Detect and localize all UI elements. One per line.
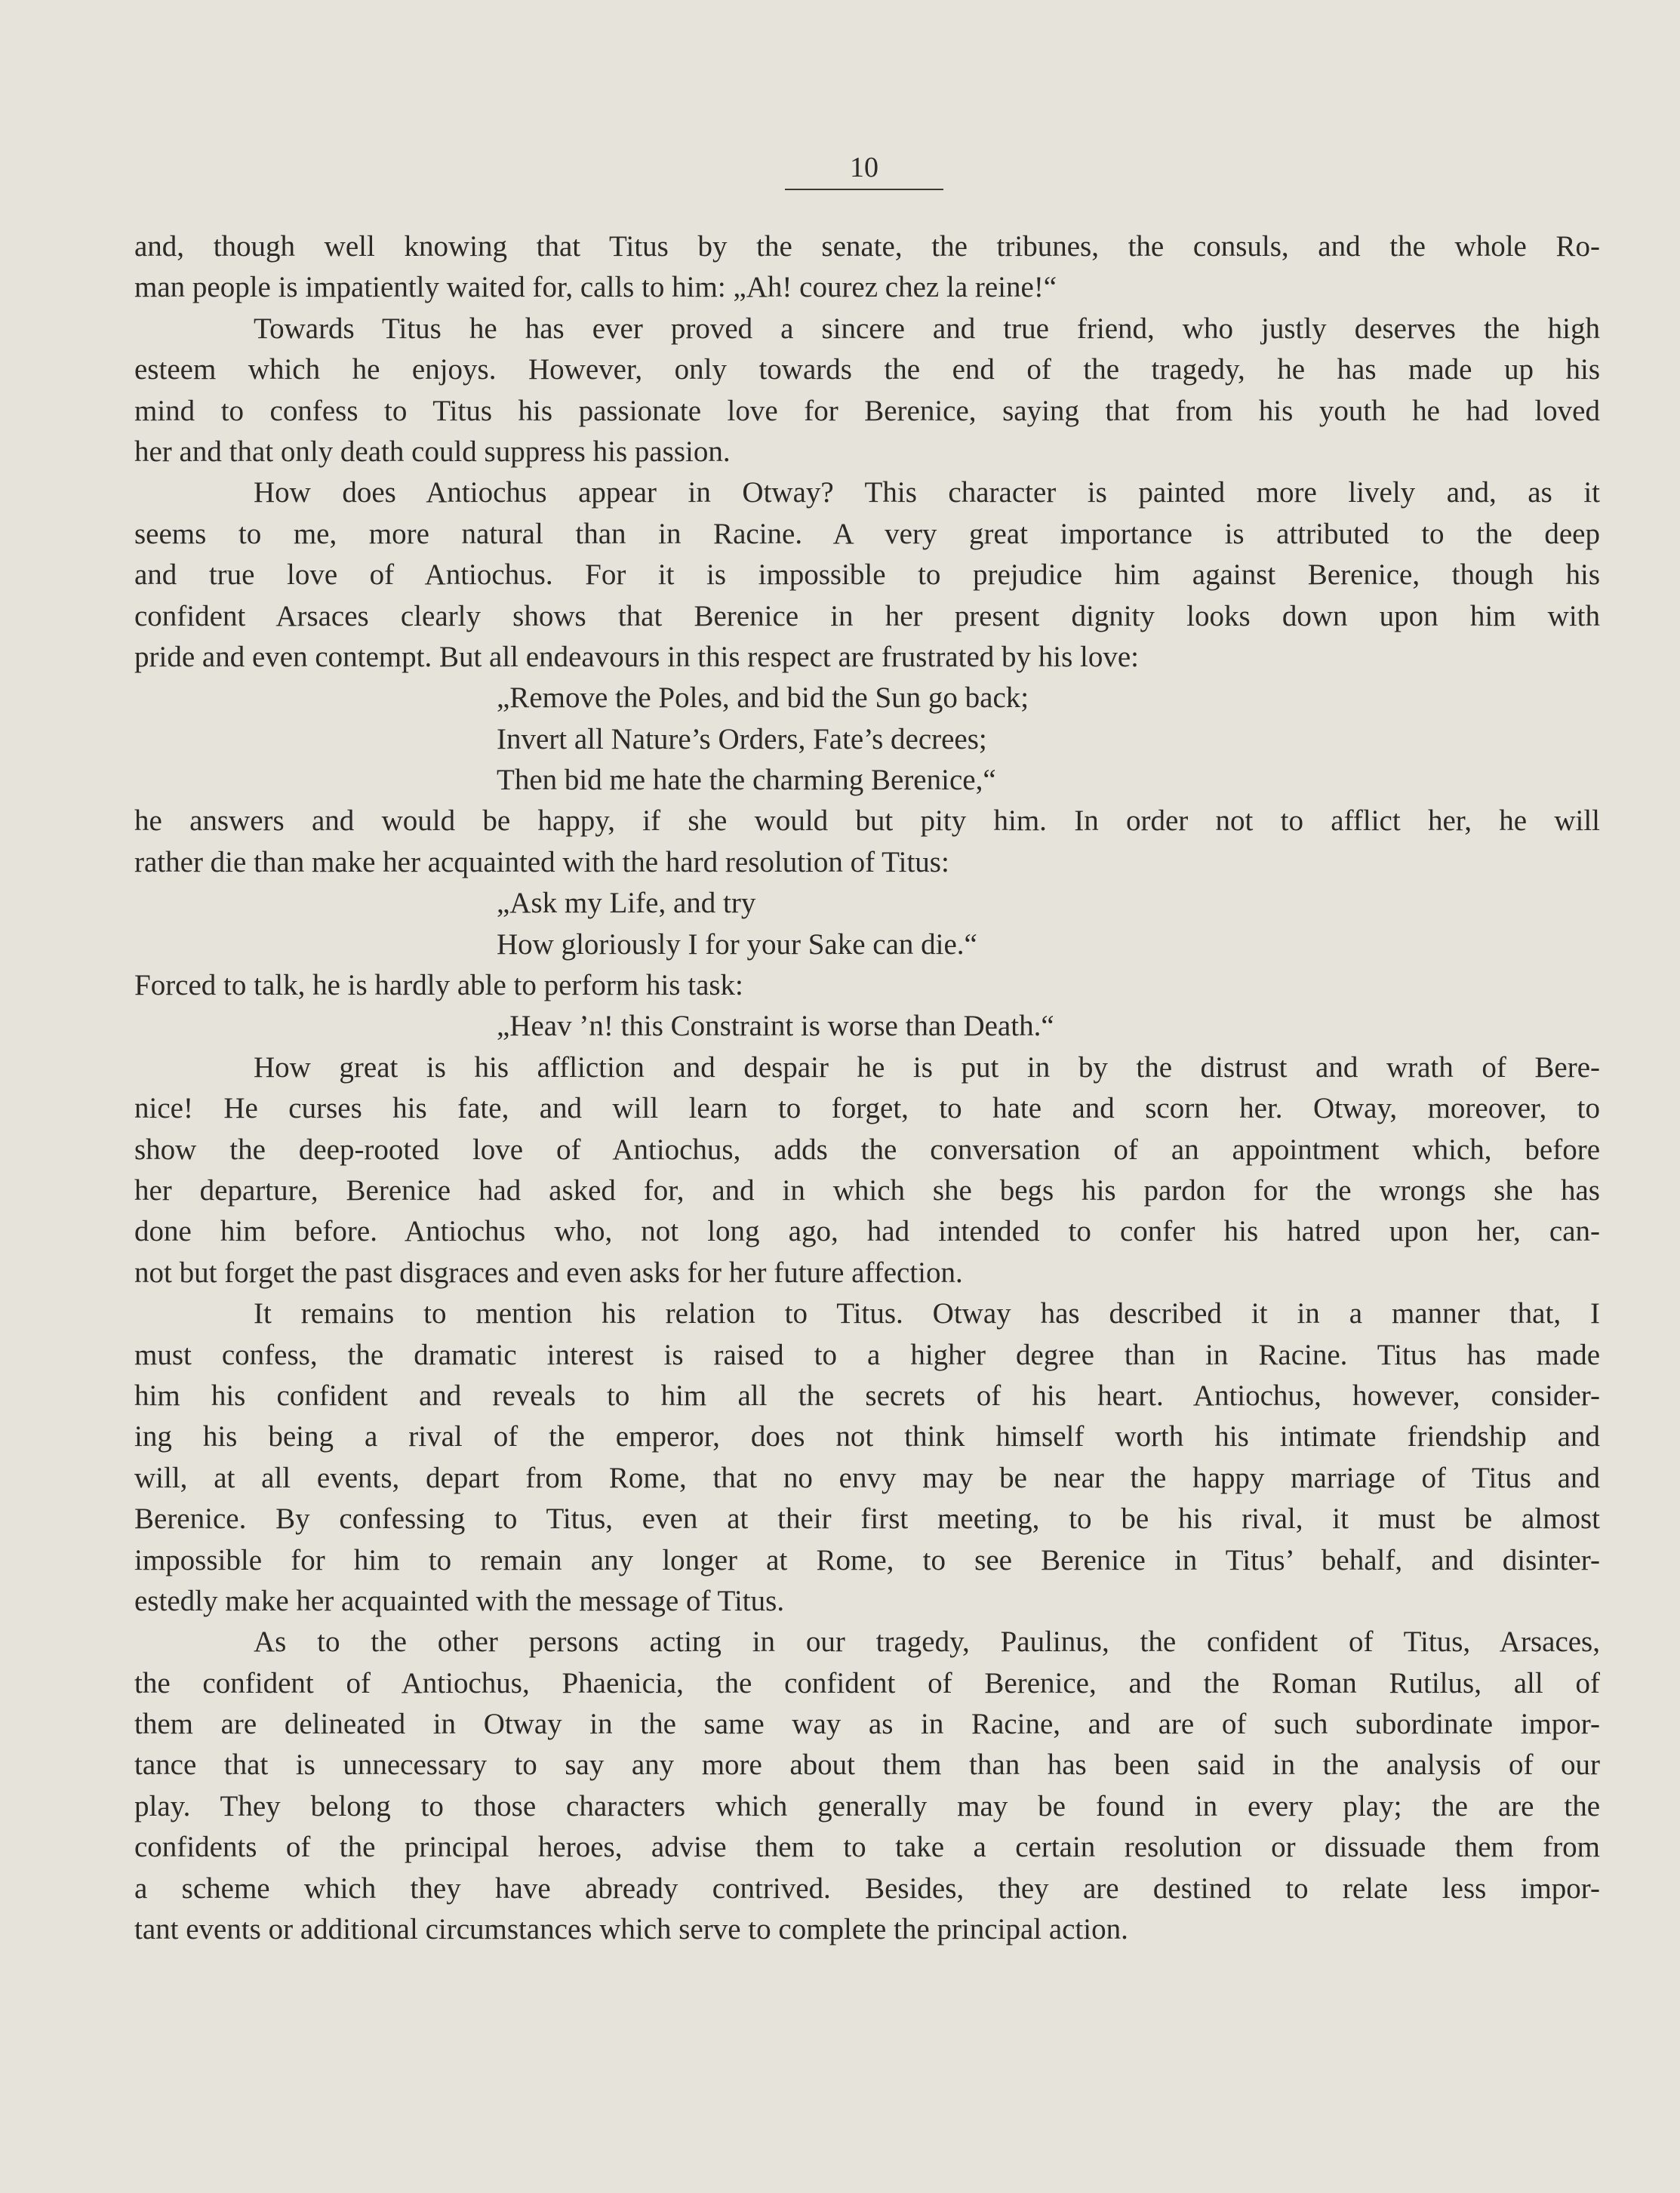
verse-line: „Remove the Poles, and bid the Sun go back; xyxy=(497,681,1029,715)
text-line: tant events or additional circumstances which serve to complete the principal action. xyxy=(134,1913,1128,1946)
text-line: How great is his affliction and despair he is put in by the distrust and wrath of Bere- xyxy=(254,1050,1600,1084)
text-line: As to the other persons acting in our tragedy, Paulinus, the confident of Titus, Arsaces, xyxy=(254,1626,1600,1659)
text-line: How does Antiochus appear in Otway? This character is painted more lively and, as it xyxy=(254,476,1600,509)
text-line: rather die than make her acquainted with the hard resolution of Titus: xyxy=(134,845,949,878)
text-line: not but forget the past disgraces and even asks for her future affection. xyxy=(134,1256,963,1289)
text-line: tance that is unnecessary to say any more about them than has been said in the analysis of our xyxy=(134,1749,1600,1782)
text-line: he answers and would be happy, if she would but pity him. In order not to afflict her, he will xyxy=(134,804,1600,838)
text-line: ing his being a rival of the emperor, does not think himself worth his intimate friendship and xyxy=(134,1420,1600,1453)
text-line: confidents of the principal heroes, advise them to take a certain resolution or dissuade them from xyxy=(134,1831,1600,1864)
text-line: him his confident and reveals to him all the secrets of his heart. Antiochus, however, consider- xyxy=(134,1379,1600,1412)
text-line: Berenice. By confessing to Titus, even at their first meeting, to be his rival, it must be almost xyxy=(134,1502,1600,1536)
verse-line: Then bid me hate the charming Berenice,“ xyxy=(497,764,996,797)
body-text xyxy=(134,226,1600,1950)
text-line: pride and even contempt. But all endeavours in this respect are frustrated by his love: xyxy=(134,640,1140,673)
text-line: nice! He curses his fate, and will learn to forget, to hate and scorn her. Otway, moreover, to xyxy=(134,1092,1600,1125)
text-line: esteem which he enjoys. However, only towards the end of the tragedy, he has made up his xyxy=(134,353,1600,386)
page-number-rule xyxy=(785,189,943,190)
text-line: Towards Titus he has ever proved a sincere and true friend, who justly deserves the high xyxy=(254,312,1600,345)
text-line: the confident of Antiochus, Phaenicia, the confident of Berenice, and the Roman Rutilus, all of xyxy=(134,1666,1600,1699)
text-line: seems to me, more natural than in Racine. A very great importance is attributed to the deep xyxy=(134,517,1600,550)
text-line: must confess, the dramatic interest is raised to a higher degree than in Racine. Titus has made xyxy=(134,1338,1600,1371)
verse-line: „Heav ’n! this Constraint is worse than Death.“ xyxy=(497,1010,1054,1043)
text-line: show the deep-rooted love of Antiochus, adds the conversation of an appointment which, before xyxy=(134,1133,1600,1166)
text-line: a scheme which they have abready contrived. Besides, they are destined to relate less impor- xyxy=(134,1872,1600,1905)
text-line: and true love of Antiochus. For it is impossible to prejudice him against Berenice, though his xyxy=(134,558,1600,592)
text-line: done him before. Antiochus who, not long ago, had intended to confer his hatred upon her, can- xyxy=(134,1215,1600,1248)
text-line: Forced to talk, he is hardly able to perform his task: xyxy=(134,969,743,1002)
text-line: It remains to mention his relation to Titus. Otway has described it in a manner that, I xyxy=(254,1297,1600,1330)
verse-line: „Ask my Life, and try xyxy=(497,887,756,920)
verse-line: Invert all Nature’s Orders, Fate’s decrees; xyxy=(497,722,987,755)
text-line: and, though well knowing that Titus by the senate, the tribunes, the consuls, and the whole Ro- xyxy=(134,230,1600,263)
text-line: impossible for him to remain any longer at Rome, to see Berenice in Titus’ behalf, and disinter- xyxy=(134,1543,1600,1576)
text-line: estedly make her acquainted with the message of Titus. xyxy=(134,1584,785,1617)
text-line: will, at all events, depart from Rome, that no envy may be near the happy marriage of Titus and xyxy=(134,1461,1600,1494)
text-line: her and that only death could suppress his passion. xyxy=(134,435,731,468)
text-line: play. They belong to those characters which generally may be found in every play; the are the xyxy=(134,1789,1600,1822)
text-line: mind to confess to Titus his passionate love for Berenice, saying that from his youth he had loved xyxy=(134,394,1600,427)
text-line: them are delineated in Otway in the same way as in Racine, and are of such subordinate impor- xyxy=(134,1708,1600,1741)
page-number: 10 xyxy=(850,152,878,183)
text-line: her departure, Berenice had asked for, and in which she begs his pardon for the wrongs she has xyxy=(134,1173,1600,1207)
text-line: man people is impatiently waited for, calls to him: „Ah! courez chez la reine!“ xyxy=(134,271,1057,304)
text-line: confident Arsaces clearly shows that Berenice in her present dignity looks down upon him with xyxy=(134,599,1600,632)
verse-line: How gloriously I for your Sake can die.“ xyxy=(497,927,977,961)
